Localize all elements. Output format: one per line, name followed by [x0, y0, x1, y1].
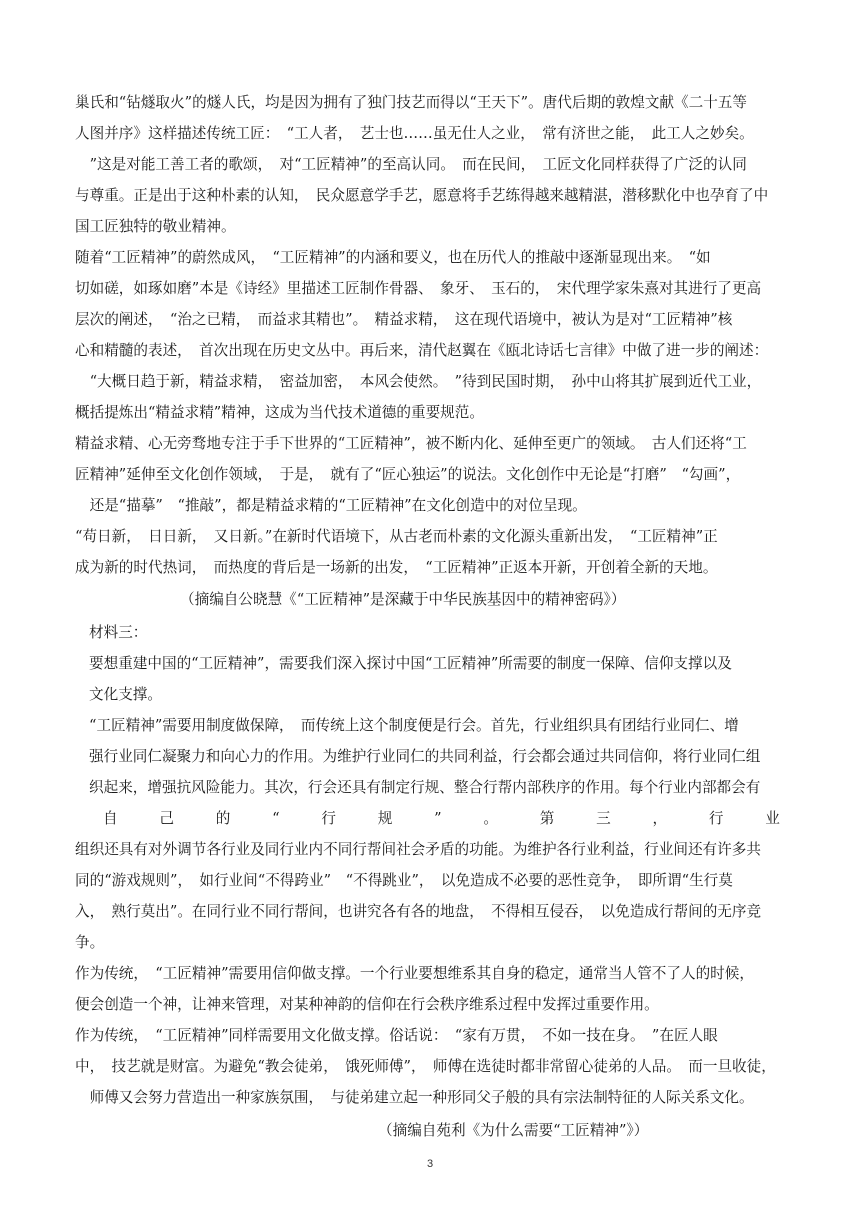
text-line: 同的“游戏规则”， 如行业间“不得跨业” “不得跳业”， 以免造成不必要的恶性竞争， 即所谓“生行莫 — [75, 872, 733, 889]
text-line: 国工匠独特的敬业精神。 — [75, 218, 236, 235]
text-line: 争。 — [75, 934, 105, 951]
char: 业 — [765, 810, 780, 827]
text-line: 心和精髓的表述， 首次出现在历史文丛中。再后来，清代赵翼在《瓯北诗话七言律》中做了进一步的阐述： — [75, 342, 769, 359]
text-line: “苟日新， 日日新， 又日新。”在新时代语境下，从古老而朴素的文化源头重新出发， “工匠精神”正 — [75, 528, 718, 545]
char: 行 — [708, 810, 724, 827]
char: 己 — [159, 810, 174, 827]
text-line: 概括提炼出“精益求精”精神，这成为当代技术道德的重要规范。 — [75, 404, 484, 421]
text-line: 作为传统， “工匠精神”同样需要用文化做支撑。俗话说： “家有万贯， 不如一技在身。 ”在匠人眼 — [75, 1027, 718, 1044]
char: 的 — [215, 810, 231, 827]
char: “ — [272, 810, 280, 827]
text-line: 还是“描摹” “推敲”，都是精益求精的“工匠精神”在文化创造中的对位呈现。 — [75, 497, 587, 514]
text-line: 作为传统， “工匠精神”需要用信仰做支撑。一个行业要想维系其自身的稳定，通常当人管不了人的时候， — [75, 965, 754, 982]
char: 。 — [483, 810, 498, 827]
text-line: 组织还具有对外调节各行业及同行业内不同行帮间社会矛盾的功能。为维护各行业利益，行业间还有许多共 — [75, 841, 761, 858]
text-line: 与尊重。正是出于这种朴素的认知， 民众愿意学手艺，愿意将手艺练得越来越精湛，潜移默化中也孕育了中 — [75, 187, 769, 204]
text-line: 人图并序》这样描述传统工匠： “工人者， 艺士也……虽无仕人之业， 常有济世之能， 此工人之妙矣。 — [75, 125, 754, 142]
text-line: 精益求精、心无旁骛地专注于手下世界的“工匠精神”，被不断内化、延伸至更广的领域。 古人们还将“工 — [75, 435, 747, 452]
text-line: 切如磋，如琢如磨”本是《诗经》里描述工匠制作骨器、 象牙、 玉石的， 宋代理学家朱熹对其进行了更高 — [75, 280, 762, 297]
text-line: 随着“工匠精神”的蔚然成风， “工匠精神”的内涵和要义，也在历代人的推敲中逐渐显现出来。 “如 — [75, 249, 711, 266]
text-line: 文化支撑。 — [89, 686, 162, 703]
text-line: 层次的阐述， “治之已精， 而益求其精也”。 精益求精， 这在现代语境中，被认为是对“工匠精神”核 — [75, 311, 733, 328]
text-line: ”这是对能工善工者的歌颂， 对“工匠精神”的至高认同。 而在民间， 工匠文化同样获得了广泛的认同 — [75, 156, 747, 173]
source-citation: （摘编自公晓慧《“工匠精神”是深藏于中华民族基因中的精神密码》） — [180, 591, 626, 608]
text-line: 匠精神”延伸至文化创作领域， 于是， 就有了“匠心独运”的说法。文化创作中无论是“打磨” “勾画”， — [75, 466, 741, 483]
text-line: 中， 技艺就是财富。为避免“教会徒弟， 饿死师傅”， 师傅在选徒时都非常留心徒弟的人品。 而一旦收徒， — [75, 1058, 776, 1075]
justified-text-line — [103, 809, 780, 829]
text-line: 师傅又会努力营造出一种家族氛围， 与徒弟建立起一种形同父子般的具有宗法制特征的人际关系文化。 — [75, 1089, 754, 1106]
text-line: 强行业同仁凝聚力和向心力的作用。为维护行业同仁的共同利益，行会都会通过共同信仰，将行业同仁组 — [89, 748, 761, 765]
char: ” — [434, 810, 442, 827]
text-line: 成为新的时代热词， 而热度的背后是一场新的出发， “工匠精神”正返本开新，开创着全新的天地。 — [75, 559, 718, 576]
char: 自 — [103, 810, 118, 827]
char: 行 — [321, 810, 336, 827]
text-line: “工匠精神”需要用制度做保障， 而传统上这个制度便是行会。首先，行业组织具有团结行业同仁、增 — [89, 717, 739, 734]
char: ， — [652, 810, 668, 827]
text-line: 织起来，增强抗风险能力。其次，行会还具有制定行规、整合行帮内部秩序的作用。每个行业内部都会有 — [89, 779, 761, 796]
text-line: 要想重建中国的“工匠精神”，需要我们深入探讨中国“工匠精神”所需要的制度一保障、信仰支撑以及 — [89, 655, 732, 672]
section-heading: 材料三： — [89, 624, 148, 641]
text-line: 便会创造一个神，让神来管理，对某种神韵的信仰在行会秩序维系过程中发挥过重要作用。 — [75, 996, 659, 1013]
char: 规 — [377, 810, 393, 827]
page-number: 3 — [426, 1158, 434, 1170]
char: 三 — [596, 810, 611, 827]
text-line: 巢氏和“钻燧取火”的燧人氏，均是因为拥有了独门技艺而得以“王天下”。唐代后期的敦煌文献《二十五等 — [75, 94, 747, 111]
text-line: 入， 熟行莫出”。在同行业不同行帮间，也讲究各有各的地盘， 不得相互侵吞， 以免造成行帮间的无序竞 — [75, 903, 762, 920]
source-citation: （摘编自苑利《为什么需要“工匠精神”》） — [378, 1122, 649, 1139]
text-line: “大概日趋于新，精益求精， 密益加密， 本风会使然。 ”待到民国时期， 孙中山将其扩展到近代工业， — [75, 373, 762, 390]
char: 第 — [539, 810, 555, 827]
